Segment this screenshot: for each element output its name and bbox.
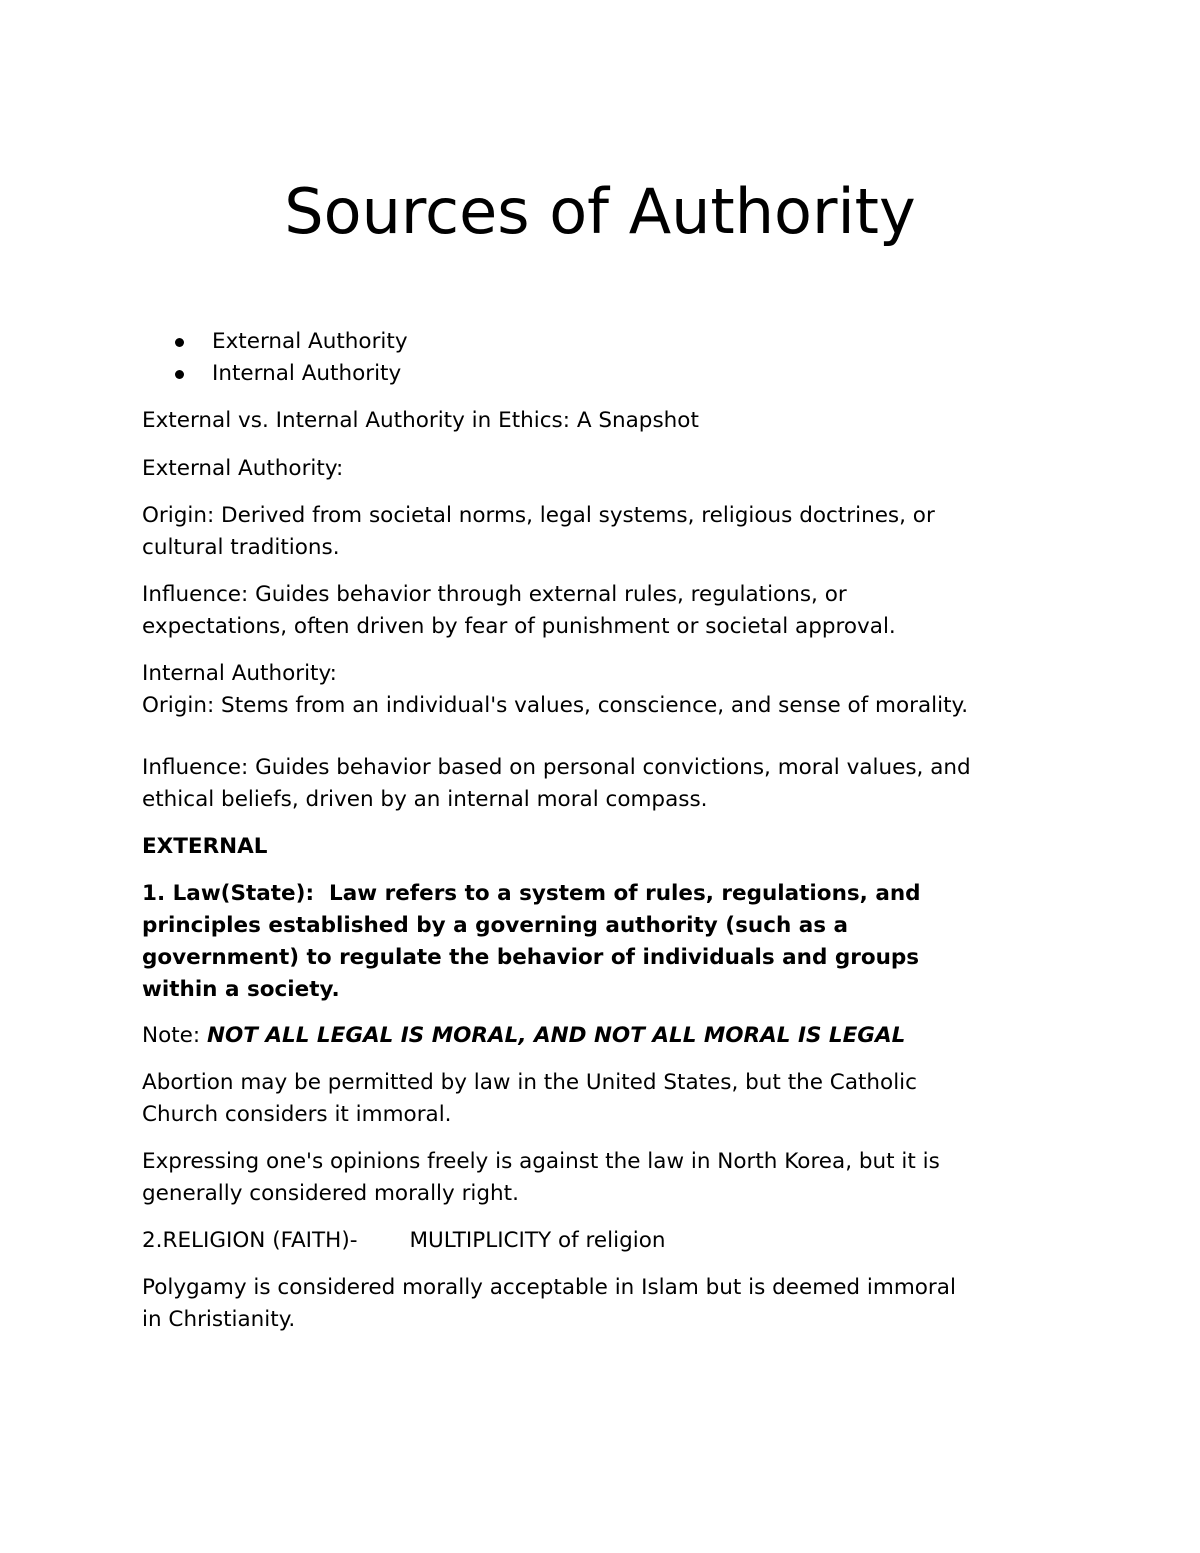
paragraph-line: in Christianity. [142,1307,296,1332]
internal-authority-block [142,658,1062,722]
internal-origin-line: Origin: Stems from an individual's values, conscience, and sense of morality. [142,693,969,718]
paragraph-line: Influence: Guides behavior based on personal convictions, moral values, and [142,755,971,780]
paragraph-line: cultural traditions. [142,535,340,560]
polygamy-example-paragraph [142,1272,1062,1336]
paragraph-line: Influence: Guides behavior through external rules, regulations, or [142,582,847,607]
bullet-icon [175,338,184,347]
note-label: Note: [142,1023,207,1048]
expression-example-paragraph [142,1146,1062,1210]
bullet-text: Internal Authority [212,361,402,386]
internal-authority-heading: Internal Authority: [142,661,337,686]
paragraph-line: Polygamy is considered morally acceptable in Islam but is deemed immoral [142,1275,956,1300]
authority-bullet-list [142,326,408,390]
page-title: Sources of Authority [284,175,916,248]
paragraph-line: 1. Law(State): Law refers to a system of rules, regulations, and [142,881,921,906]
religion-label: 2.RELIGION (FAITH)- [142,1228,358,1253]
note-paragraph [142,1020,1062,1052]
paragraph-line: Expressing one's opinions freely is against the law in North Korea, but it is [142,1149,940,1174]
paragraph-line: principles established by a governing authority (such as a [142,913,849,938]
internal-influence-paragraph [142,752,1062,816]
paragraph-line: Origin: Derived from societal norms, legal systems, religious doctrines, or [142,503,935,528]
abortion-example-paragraph [142,1067,1062,1131]
paragraph-line: generally considered morally right. [142,1181,519,1206]
external-origin-paragraph [142,500,1062,564]
law-definition-paragraph [142,878,1062,1006]
external-influence-paragraph [142,579,1062,643]
list-item [142,358,408,390]
paragraph-line: Abortion may be permitted by law in the United States, but the Catholic [142,1070,917,1095]
bullet-icon [175,370,184,379]
paragraph-line: expectations, often driven by fear of punishment or societal approval. [142,614,896,639]
external-section-heading: EXTERNAL [142,834,268,859]
paragraph-line: government) to regulate the behavior of individuals and groups [142,945,920,970]
snapshot-heading: External vs. Internal Authority in Ethics: A Snapshot [142,408,699,433]
paragraph-line: ethical beliefs, driven by an internal moral compass. [142,787,708,812]
paragraph-line: within a society. [142,977,340,1002]
note-emphasis: NOT ALL LEGAL IS MORAL, AND NOT ALL MORAL IS LEGAL [206,1023,906,1048]
external-authority-heading: External Authority: [142,456,344,481]
list-item [142,326,408,358]
religion-heading [142,1225,1062,1257]
religion-text: MULTIPLICITY of religion [409,1228,666,1253]
paragraph-line: Church considers it immoral. [142,1102,452,1127]
bullet-text: External Authority [212,329,408,354]
